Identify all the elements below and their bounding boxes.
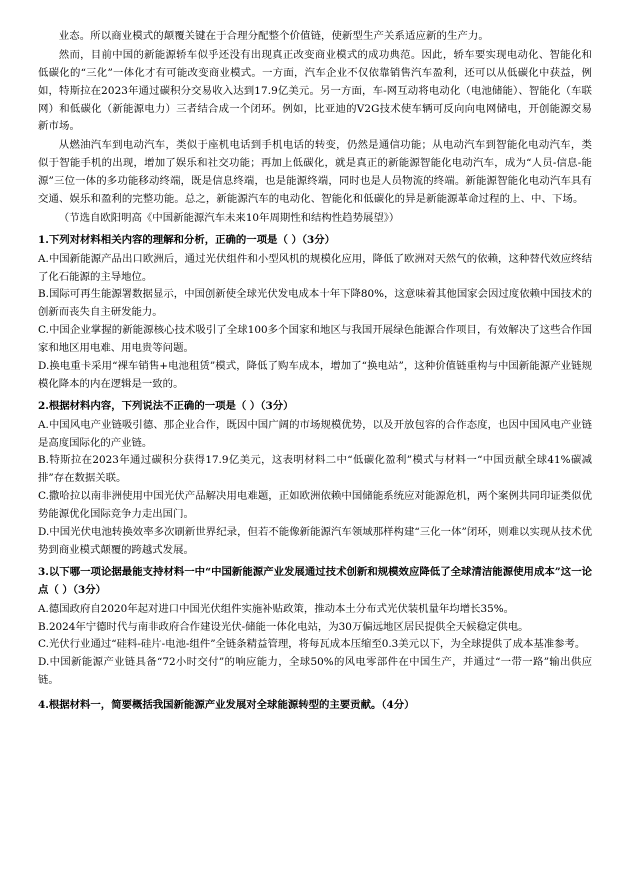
question-4-number: 4. xyxy=(38,699,49,712)
question-1-number: 1. xyxy=(38,233,49,246)
question-3-text: 以下哪一项论据最能支持材料一中“中国新能源产业发展通过技术创新和规模效应降低了全球清洁能源使用成本”这一论点（ ）（3分） xyxy=(38,565,592,596)
question-2-option-d: D.中国光伏电池转换效率多次刷新世界纪录，但若不能像新能源汽车领域那样构建“三化一体”闭环，则难以实现从技术优势到商业模式颠覆的跨越式发展。 xyxy=(38,526,592,556)
question-1-option-a: A.中国新能源产品出口欧洲后，通过光伏组件和小型风机的规模化应用，降低了欧洲对天然气的依赖，这种替代效应终结了化石能源的主导地位。 xyxy=(38,252,592,283)
question-4-stem xyxy=(38,697,592,715)
source-citation: （节选自欧阳明高《中国新能源汽车未来10年周期性和结构性趋势展望》） xyxy=(58,211,400,224)
question-1-option-b: B.国际可再生能源署数据显示，中国创新使全球光伏发电成本十年下降80%，这意味着其他国家会因过度依赖中国技术的创新而丧失自主研发能力。 xyxy=(38,288,592,319)
question-3-number: 3. xyxy=(38,565,49,578)
question-2-option-c: C.撒哈拉以南非洲使用中国光伏产品解决用电难题，正如欧洲依赖中国储能系统应对能源危机，两个案例共同印证类似优势能源优化国际竞争力走出国门。 xyxy=(38,490,592,521)
question-2-text: 根据材料内容，下列说法不正确的一项是（ ）（3分） xyxy=(48,399,294,412)
question-4-text: 根据材料一，简要概括我国新能源产业发展对全球能源转型的主要贡献。（4分） xyxy=(48,699,415,712)
section-spacer xyxy=(38,690,592,693)
question-1-text: 下列对材料相关内容的理解和分析，正确的一项是（ ）（3分） xyxy=(48,233,336,246)
question-1-option-c: C.中国企业掌握的新能源核心技术吸引了全球100多个国家和地区与我国开展绿色能源合作项目，有效解决了这些合作国家和地区用电难、用电贵等问题。 xyxy=(38,324,592,355)
question-1-stem xyxy=(38,232,592,250)
body-paragraph: 从燃油汽车到电动汽车，类似于座机电话到手机电话的转变，仍然是通信功能；从电动汽车到智能化电动汽车，类似于智能手机的出现，增加了娱乐和社交功能；再加上低碳化，就是真正的新能源智能化电动汽车，成为“人员-信息-能源”三位一体的多功能移动终端，既是信息终端，也是能源终端，同时也是人员物流的终端。新能源智能化电动汽车具有交通、娱乐和盈利的完整功能。总之，新能源汽车的电动化、智能化和低碳化的异是新能源革命过程的上、中、下场。 xyxy=(38,139,592,206)
question-2-option-b: B.特斯拉在2023年通过碳积分获得17.9亿美元，这表明材料二中“低碳化盈利”模式与材料一“中国贡献全球41%碳减排”存在数据关联。 xyxy=(38,454,592,485)
question-2-stem xyxy=(38,398,592,416)
body-paragraph: 然而，目前中国的新能源轿车似乎还没有出现真正改变商业模式的成功典范。因此，轿车要实现电动化、智能化和低碳化的“三化”一体化才有可能改变商业模式。一方面，汽车企业不仅依靠销售汽车盈利，还可以从低碳化中获益，例如，特斯拉在2023年通过碳积分交易收入达到17.9亿美元。另一方面，车-网互动将电动化（电池储能）、智能化（车联网）和低碳化（新能源电力）三者结合成一个闭环。例如，比亚迪的V2G技术使车辆可反向向电网储电，开创能源交易新市场。 xyxy=(38,48,592,133)
question-3-option-a: A.德国政府自2020年起对进口中国光伏组件实施补贴政策，推动本土分布式光伏装机量年均增长35%。 xyxy=(38,602,514,615)
body-paragraph: 业态。所以商业模式的颠覆关键在于合理分配整个价值链，使新型生产关系适应新的生产力。 xyxy=(58,30,489,42)
question-3-option-c: C.光伏行业通过“硅料-硅片-电池-组件”全链条精益管理，将每瓦成本压缩至0.3美元以下，为全球提供了成本基准参考。 xyxy=(38,638,586,651)
question-2-option-a: A.中国风电产业链吸引德、那企业合作，既因中国广阔的市场规模优势，以及开放包容的合作态度，也因中国风电产业链是高度国际化的产业链。 xyxy=(38,418,592,449)
question-3-option-d: D.中国新能源产业链具备“72小时交付”的响应能力，全球50%的风电零部件在中国生产，并通过“一带一路”输出供应链。 xyxy=(38,656,592,687)
question-1-option-d: D.换电重卡采用“裸车销售+电池租赁”模式，降低了购车成本，增加了“换电站”，这种价值链重构与中国新能源产业链规模化降本的内在逻辑是一致的。 xyxy=(38,360,592,390)
question-2-number: 2. xyxy=(38,399,49,412)
question-3-stem xyxy=(38,564,592,600)
question-3-option-b: B.2024年宁德时代与南非政府合作建设光伏-储能一体化电站，为30万偏远地区居民提供全天候稳定供电。 xyxy=(38,620,529,633)
